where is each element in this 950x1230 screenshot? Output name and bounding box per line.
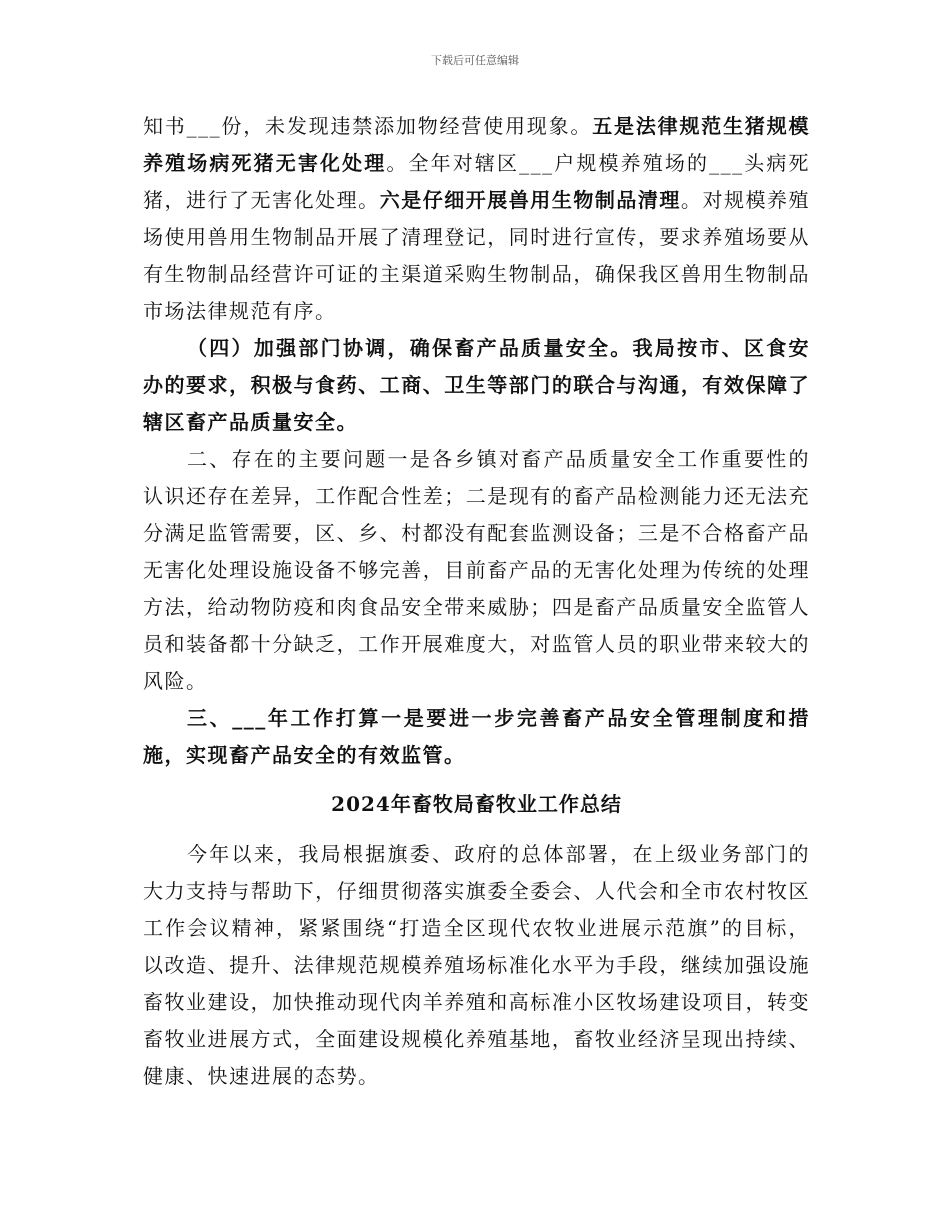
text-run: 知书___份，未发现违禁添加物经营使用现象。 [143, 114, 593, 138]
text-run: 。全年对辖区___户规模养殖场的___头病死猪，进行了无害化处理。 [143, 151, 810, 212]
document-body [143, 108, 810, 1095]
section-four-paragraph: （四）加强部门协调，确保畜产品质量安全。我局按市、区食安办的要求，积极与食药、工商、卫生等部门的联合与沟通，有效保障了辖区畜产品质量安全。 [143, 336, 810, 434]
intro-paragraph: 今年以来，我局根据旗委、政府的总体部署，在上级业务部门的大力支持与帮助下，仔细贯彻落实旗委全委会、人代会和全市农村牧区工作会议精神，紧紧围绕“打造全区现代农牧业进展示范旗”的目标，以改造、提升、法律规范规模养殖场标准化水平为手段，继续加强设施畜牧业建设，加快推动现代肉羊养殖和高标准小区牧场建设项目，转变畜牧业进展方式，全面建设规模化养殖基地，畜牧业经济呈现出持续、健康、快速进展的态势。 [143, 842, 810, 1088]
text-run: 。对规模养殖场使用兽用生物制品开展了清理登记，同时进行宣传，要求养殖场要从有生物制品经营许可证的主渠道采购生物制品，确保我区兽用生物制品市场法律规范有序。 [143, 188, 811, 323]
page-header: 下载后可任意编辑 [431, 54, 519, 67]
problems-paragraph: 二、存在的主要问题一是各乡镇对畜产品质量安全工作重要性的认识还存在差异，工作配合性差；二是现有的畜产品检测能力还无法充分满足监管需要，区、乡、村都没有配套监测设备；三是不合格畜产品无害化处理设施设备不够完善，目前畜产品的无害化处理为传统的处理方法，给动物防疫和肉食品安全带来威胁；四是畜产品质量安全监管人员和装备都十分缺乏，工作开展难度大，对监管人员的职业带来较大的风险。 [143, 447, 810, 693]
document-title: 2024年畜牧局畜牧业工作总结 [331, 792, 622, 816]
bold-text-run: 六是仔细开展兽用生物制品清理 [379, 188, 681, 212]
paragraph-continued [143, 108, 810, 330]
plan-paragraph: 三、___年工作打算一是要进一步完善畜产品安全管理制度和措施，实现畜产品安全的有效监管。 [143, 706, 810, 767]
bold-text-run: 五是法律规范生猪规模养殖场病死猪无害化处理 [143, 114, 811, 175]
